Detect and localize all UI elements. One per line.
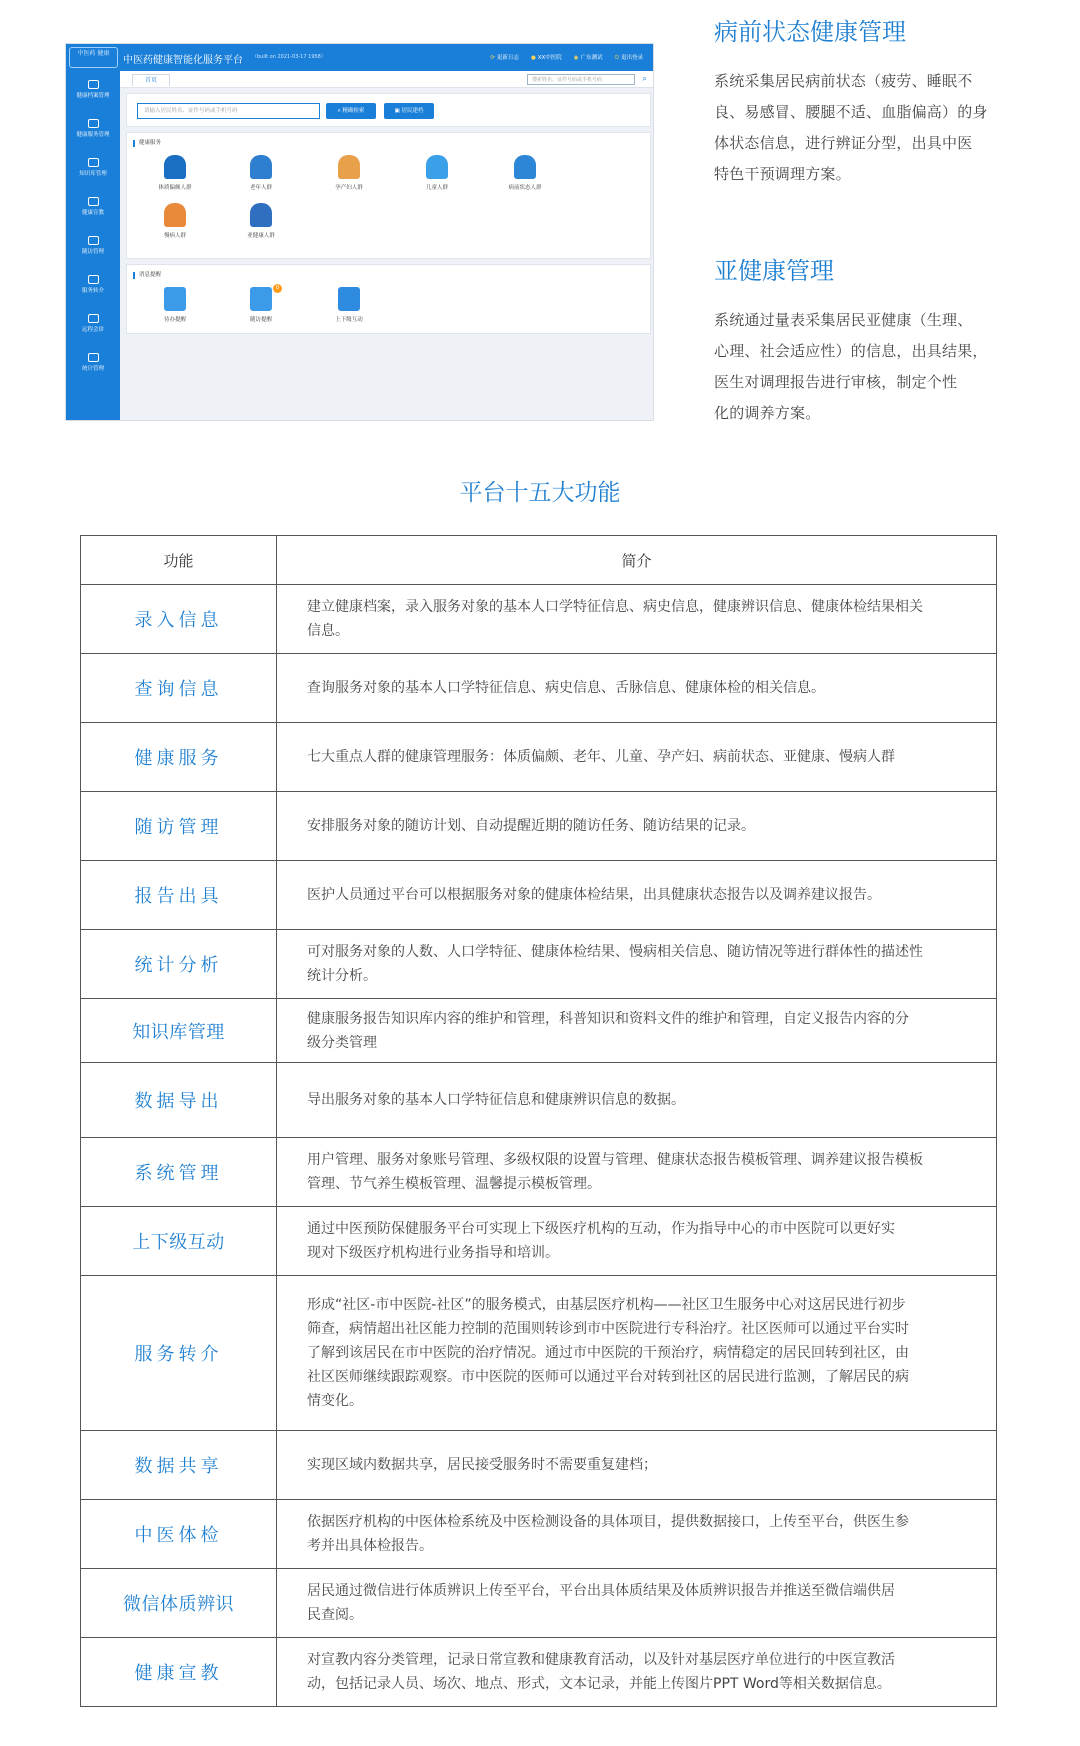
subhealth-section-body: 系统通过量表采集居民亚健康（生理、 心理、社会适应性）的信息，出具结果， 医生对调理报告进行审核，制定个性 化的调养方案。 — [714, 311, 988, 422]
health-service-title: 健康服务 — [133, 140, 161, 147]
table-row — [81, 1638, 997, 1707]
location-icon: ● — [530, 55, 536, 61]
group-subhealth[interactable]: 亚健康人群 — [231, 203, 291, 245]
table-row — [81, 861, 997, 930]
resident-search-input[interactable]: 请输入居民姓名、证件号码或手机号码 — [137, 103, 320, 119]
table-row — [81, 1138, 997, 1207]
function-name: 报告出具 — [81, 861, 277, 930]
logout-link[interactable]: ⏻ 退出登录 — [614, 55, 643, 61]
function-description: 居民通过微信进行体质辨识上传至平台，平台出具体质结果及体质辨识报告并推送至微信端供居 民查阅。 — [277, 1569, 997, 1638]
subhealth-section-title: 亚健康管理 — [714, 257, 834, 285]
heart-icon — [88, 119, 99, 128]
group-elderly[interactable]: 老年人群 — [231, 155, 291, 197]
function-description: 七大重点人群的健康管理服务：体质偏颇、老年、儿童、孕产妇、病前状态、亚健康、慢病人群 — [277, 723, 997, 792]
lungs-icon — [164, 203, 186, 227]
header-description: 简介 — [277, 536, 997, 585]
camera-icon — [88, 314, 99, 323]
table-row — [81, 1276, 997, 1431]
function-description: 依据医疗机构的中医体检系统及中医检测设备的具体项目，提供数据接口，上传至平台，供医生参 考并出具体检报告。 — [277, 1500, 997, 1569]
sidebar-item-consultation[interactable]: 远程会诊 — [66, 310, 120, 346]
megaphone-icon — [88, 197, 99, 206]
search-panel — [126, 93, 651, 127]
app-logo: 中医药 健康 — [69, 47, 118, 68]
health-service-panel — [126, 132, 651, 259]
function-description: 用户管理、服务对象账号管理、多级权限的设置与管理、健康状态报告模板管理、调养建议报告模板 管理、节气养生模板管理、温馨提示模板管理。 — [277, 1138, 997, 1207]
function-name: 录入信息 — [81, 585, 277, 654]
refresh-icon: ⟳ — [490, 55, 495, 61]
function-description: 安排服务对象的随访计划、自动提醒近期的随访任务、随访结果的记录。 — [277, 792, 997, 861]
table-title: 平台十五大功能 — [459, 480, 621, 506]
clipboard-icon — [164, 287, 186, 311]
notice-followup[interactable]: 0 随访提醒 — [231, 287, 291, 329]
sidebar-item-education[interactable]: 健康宣教 — [66, 193, 120, 229]
app-top-bar — [66, 44, 654, 71]
function-description: 导出服务对象的基本人口学特征信息和健康辨识信息的数据。 — [277, 1063, 997, 1138]
folder-icon — [88, 80, 99, 89]
top-search-input[interactable]: 搜索姓名、证件号码或手机号码 — [527, 74, 635, 85]
function-description: 对宣教内容分类管理，记录日常宣教和健康教育活动，以及针对基层医疗单位进行的中医宣教活 动，包括记录人员、场次、地点、形式，文本记录，并能上传图片PPT Word等相关数据信息。 — [277, 1638, 997, 1707]
prediseased-section-title: 病前状态健康管理 — [714, 18, 906, 46]
notice-panel — [126, 264, 651, 334]
medical-kit-icon — [250, 287, 272, 311]
group-chronic[interactable]: 慢病人群 — [145, 203, 205, 245]
functions-table — [80, 535, 997, 1707]
prediseased-section-body: 系统采集居民病前状态（疲劳、睡眠不 良、易感冒、腰腿不适、血脂偏高）的身 体状态信息，进行辨证分型，出具中医 特色干预调理方案。 — [714, 72, 988, 183]
function-name: 统计分析 — [81, 930, 277, 999]
sidebar-item-statistics[interactable]: 统计管理 — [66, 349, 120, 385]
table-row — [81, 1431, 997, 1500]
patient-icon — [514, 155, 536, 179]
worker-icon — [250, 203, 272, 227]
logout-icon: ⏻ — [614, 55, 619, 61]
function-name: 上下级互动 — [81, 1207, 277, 1276]
table-row — [81, 654, 997, 723]
group-constitution[interactable]: 体质偏颇人群 — [145, 155, 205, 197]
top-links — [490, 53, 643, 62]
header-function: 功能 — [81, 536, 277, 585]
user-icon: ◉ — [573, 55, 579, 61]
table-header-row — [81, 536, 997, 585]
app-sidebar — [66, 71, 120, 421]
sidebar-item-health-records[interactable]: 健康档案管理 — [66, 76, 120, 112]
function-description: 实现区域内数据共享，居民接受服务时不需要重复建档； — [277, 1431, 997, 1500]
tab-row — [120, 71, 654, 88]
group-prediseased[interactable]: 病前状态人群 — [495, 155, 555, 197]
tab-home[interactable]: 首页 — [132, 74, 170, 86]
sidebar-item-health-service[interactable]: 健康服务管理 — [66, 115, 120, 151]
table-row — [81, 585, 997, 654]
precise-search-button[interactable]: ⌕ 精确检索 — [326, 103, 376, 119]
changelog-link[interactable]: ⟳ 更新日志 — [490, 55, 519, 61]
person-search-icon — [164, 155, 186, 179]
function-name: 查询信息 — [81, 654, 277, 723]
function-name: 数据导出 — [81, 1063, 277, 1138]
function-name: 健康服务 — [81, 723, 277, 792]
create-record-button[interactable]: ▣ 居民建档 — [384, 103, 434, 119]
search-icon[interactable]: ⌕ — [642, 74, 647, 83]
function-description: 可对服务对象的人数、人口学特征、健康体检结果、慢病相关信息、随访情况等进行群体性的描述性 统计分析。 — [277, 930, 997, 999]
table-row — [81, 930, 997, 999]
database-icon — [88, 353, 99, 362]
function-name: 微信体质辨识 — [81, 1569, 277, 1638]
function-name: 健康宣教 — [81, 1638, 277, 1707]
notice-title: 消息提醒 — [133, 272, 161, 279]
child-icon — [426, 155, 448, 179]
sidebar-item-followup[interactable]: 随访管理 — [66, 232, 120, 268]
chat-icon — [338, 287, 360, 311]
function-description: 查询服务对象的基本人口学特征信息、病史信息、舌脉信息、健康体检的相关信息。 — [277, 654, 997, 723]
table-row — [81, 723, 997, 792]
function-description: 建立健康档案，录入服务对象的基本人口学特征信息、病史信息，健康辨识信息、健康体检结果相关 信息。 — [277, 585, 997, 654]
function-description: 健康服务报告知识库内容的维护和管理，科普知识和资料文件的维护和管理，自定义报告内容的分 级分类管理 — [277, 999, 997, 1063]
pregnant-icon — [338, 155, 360, 179]
group-children[interactable]: 儿童人群 — [407, 155, 467, 197]
table-row — [81, 999, 997, 1063]
people-icon — [88, 236, 99, 245]
book-icon — [88, 158, 99, 167]
notice-todo[interactable]: 待办提醒 — [145, 287, 205, 329]
elderly-icon — [250, 155, 272, 179]
table-row — [81, 1207, 997, 1276]
table-row — [81, 1063, 997, 1138]
sidebar-item-knowledge[interactable]: 知识库管理 — [66, 154, 120, 190]
sidebar-item-referral[interactable]: 服务转介 — [66, 271, 120, 307]
function-name: 随访管理 — [81, 792, 277, 861]
hospital-link[interactable]: ● XX中医院 — [530, 55, 562, 61]
user-link[interactable]: ◉ 广东测试 — [573, 55, 603, 61]
function-description: 医护人员通过平台可以根据服务对象的健康体检结果，出具健康状态报告以及调养建议报告。 — [277, 861, 997, 930]
function-name: 中医体检 — [81, 1500, 277, 1569]
function-description: 通过中医预防保健服务平台可实现上下级医疗机构的互动，作为指导中心的市中医院可以更好实 现对下级医疗机构进行业务指导和培训。 — [277, 1207, 997, 1276]
notice-interaction[interactable]: 上下级互动 — [319, 287, 379, 329]
function-name: 知识库管理 — [81, 999, 277, 1063]
copy-icon — [88, 275, 99, 284]
app-title: 中医药健康智能化服务平台 — [123, 55, 243, 66]
table-row — [81, 1500, 997, 1569]
app-build-info: （built on 2021-03-17 1958） — [252, 54, 326, 60]
platform-screenshot — [65, 43, 654, 421]
function-name: 系统管理 — [81, 1138, 277, 1207]
function-name: 服务转介 — [81, 1276, 277, 1431]
table-row — [81, 1569, 997, 1638]
function-description: 形成“社区-市中医院-社区”的服务模式，由基层医疗机构——社区卫生服务中心对这居民进行初步 筛查，病情超出社区能力控制的范围则转诊到市中医院进行专科治疗。社区医师可以通过平台实时 了解到该居民在市中医院的治疗情况。通过市中医院的干预治疗，病情稳定的居民回转到社区，由 社区医师继续跟踪观察。市中医院的医师可以通过平台对转到社区的居民进行监测，了解居民的病 情变化。 — [277, 1276, 997, 1431]
followup-badge: 0 — [273, 284, 282, 293]
function-name: 数据共享 — [81, 1431, 277, 1500]
group-maternal[interactable]: 孕产妇人群 — [319, 155, 379, 197]
table-row — [81, 792, 997, 861]
